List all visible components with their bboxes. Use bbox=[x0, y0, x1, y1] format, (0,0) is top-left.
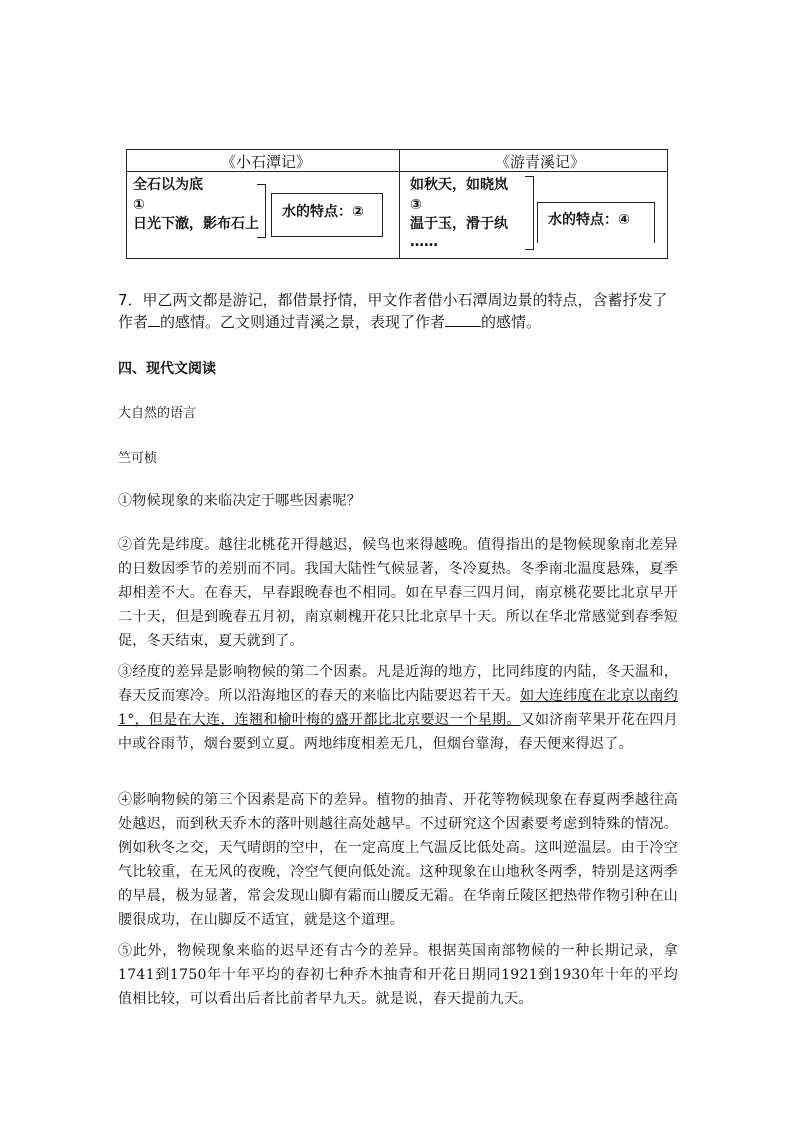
table-header-left: 《小石潭记》 bbox=[221, 153, 312, 171]
left-feature-box bbox=[271, 193, 383, 237]
paragraph-3-text-b: 又如济南苹果开花在四月中或谷雨节，烟台要到立夏。两地纬度相差无几，但烟台靠海，春天便来得迟了。 bbox=[118, 712, 678, 752]
right-bracket bbox=[525, 176, 534, 250]
paragraph-4 bbox=[118, 788, 678, 932]
right-line-2: ③ bbox=[410, 197, 422, 213]
right-line-3: 温于玉，滑于纨 bbox=[410, 216, 508, 232]
question-7-part-1: 7．甲乙两文都是游记，都借景抒情，甲文作者借小石潭周边景的特点，含蓄抒发了作者 bbox=[118, 291, 668, 331]
article-title: 大自然的语言 bbox=[118, 406, 197, 421]
table-header-right: 《游青溪记》 bbox=[495, 153, 586, 171]
paragraph-3-underlined: 如大连纬度在北京以南约1°，但是在大连，连翘和榆叶梅的盛开都比北京要迟一个星期。 bbox=[118, 688, 678, 728]
right-feature-label: 水的特点：④ bbox=[548, 212, 630, 228]
section-title: 四、现代文阅读 bbox=[118, 361, 216, 377]
left-line-3: 日光下澈，影布石上 bbox=[133, 216, 259, 232]
question-7-part-2: 的感情。乙文则通过青溪之景，表现了作者 bbox=[160, 313, 446, 331]
blank-1[interactable] bbox=[148, 312, 160, 327]
table-divider bbox=[399, 150, 400, 258]
paragraph-1 bbox=[118, 489, 678, 513]
paragraph-3-text-a: ③经度的差异是影响物候的第二个因素。凡是近海的地方，比同纬度的内陆，冬天温和，春天反而寒冷。所以沿海地区的春天的来临比内陆要迟若干天。 bbox=[118, 664, 678, 704]
right-line-4: …… bbox=[410, 234, 438, 250]
right-line-1: 如秋天，如晓岚 bbox=[410, 177, 508, 193]
paragraph-5 bbox=[118, 939, 678, 1011]
right-feature-box bbox=[537, 202, 655, 243]
left-feature-label: 水的特点：② bbox=[282, 204, 364, 220]
paragraph-1-text: ①物候现象的来临决定于哪些因素呢？ bbox=[118, 493, 362, 509]
paragraph-3 bbox=[118, 660, 678, 756]
left-line-1: 全石以为底 bbox=[133, 177, 203, 193]
left-line-2: ① bbox=[133, 197, 145, 213]
blank-2[interactable] bbox=[445, 312, 481, 327]
paragraph-5-text: ⑤此外，物候现象来临的迟早还有古今的差异。根据英国南部物候的一种长期记录，拿1741到1750年十年平均的春初七种乔木抽青和开花日期同1921到1930年十年的平均值相比较，可以看出后者比前者早九天。就是说，春天提前九天。 bbox=[118, 943, 678, 1007]
paragraph-2 bbox=[118, 533, 678, 653]
question-7 bbox=[118, 289, 678, 333]
paragraph-4-text: ④影响物候的第三个因素是高下的差异。植物的抽青、开花等物候现象在春夏两季越往高处越迟，而到秋天乔木的落叶则越往高处越早。不过研究这个因素要考虑到特殊的情况。例如秋冬之交，天气晴朗的空中，在一定高度上气温反比低处高。这叫逆温层。由于冷空气比较重，在无风的夜晚，冷空气便向低处流。这种现象在山地秋冬两季，特别是这两季的早晨，极为显著，常会发现山脚有霜而山腰反无霜。在华南丘陵区把热带作物引种在山腰很成功，在山脚反不适宜，就是这个道理。 bbox=[118, 792, 678, 928]
paragraph-2-text: ②首先是纬度。越往北桃花开得越迟，候鸟也来得越晚。值得指出的是物候现象南北差异的日数因季节的差别而不同。我国大陆性气候显著，冬冷夏热。冬季南北温度悬殊，夏季却相差不大。在春天，早春跟晚春也不相同。如在早春三四月间，南京桃花要比北京早开二十天，但是到晚春五月初，南京刺槐开花只比北京早十天。所以在华北常感觉到春季短促，冬天结束，夏天就到了。 bbox=[118, 537, 678, 649]
question-7-part-3: 的感情。 bbox=[481, 313, 542, 331]
comparison-table bbox=[126, 149, 668, 259]
left-bracket bbox=[257, 184, 266, 238]
article-author: 竺可桢 bbox=[118, 451, 158, 466]
table-header-row bbox=[127, 150, 667, 172]
